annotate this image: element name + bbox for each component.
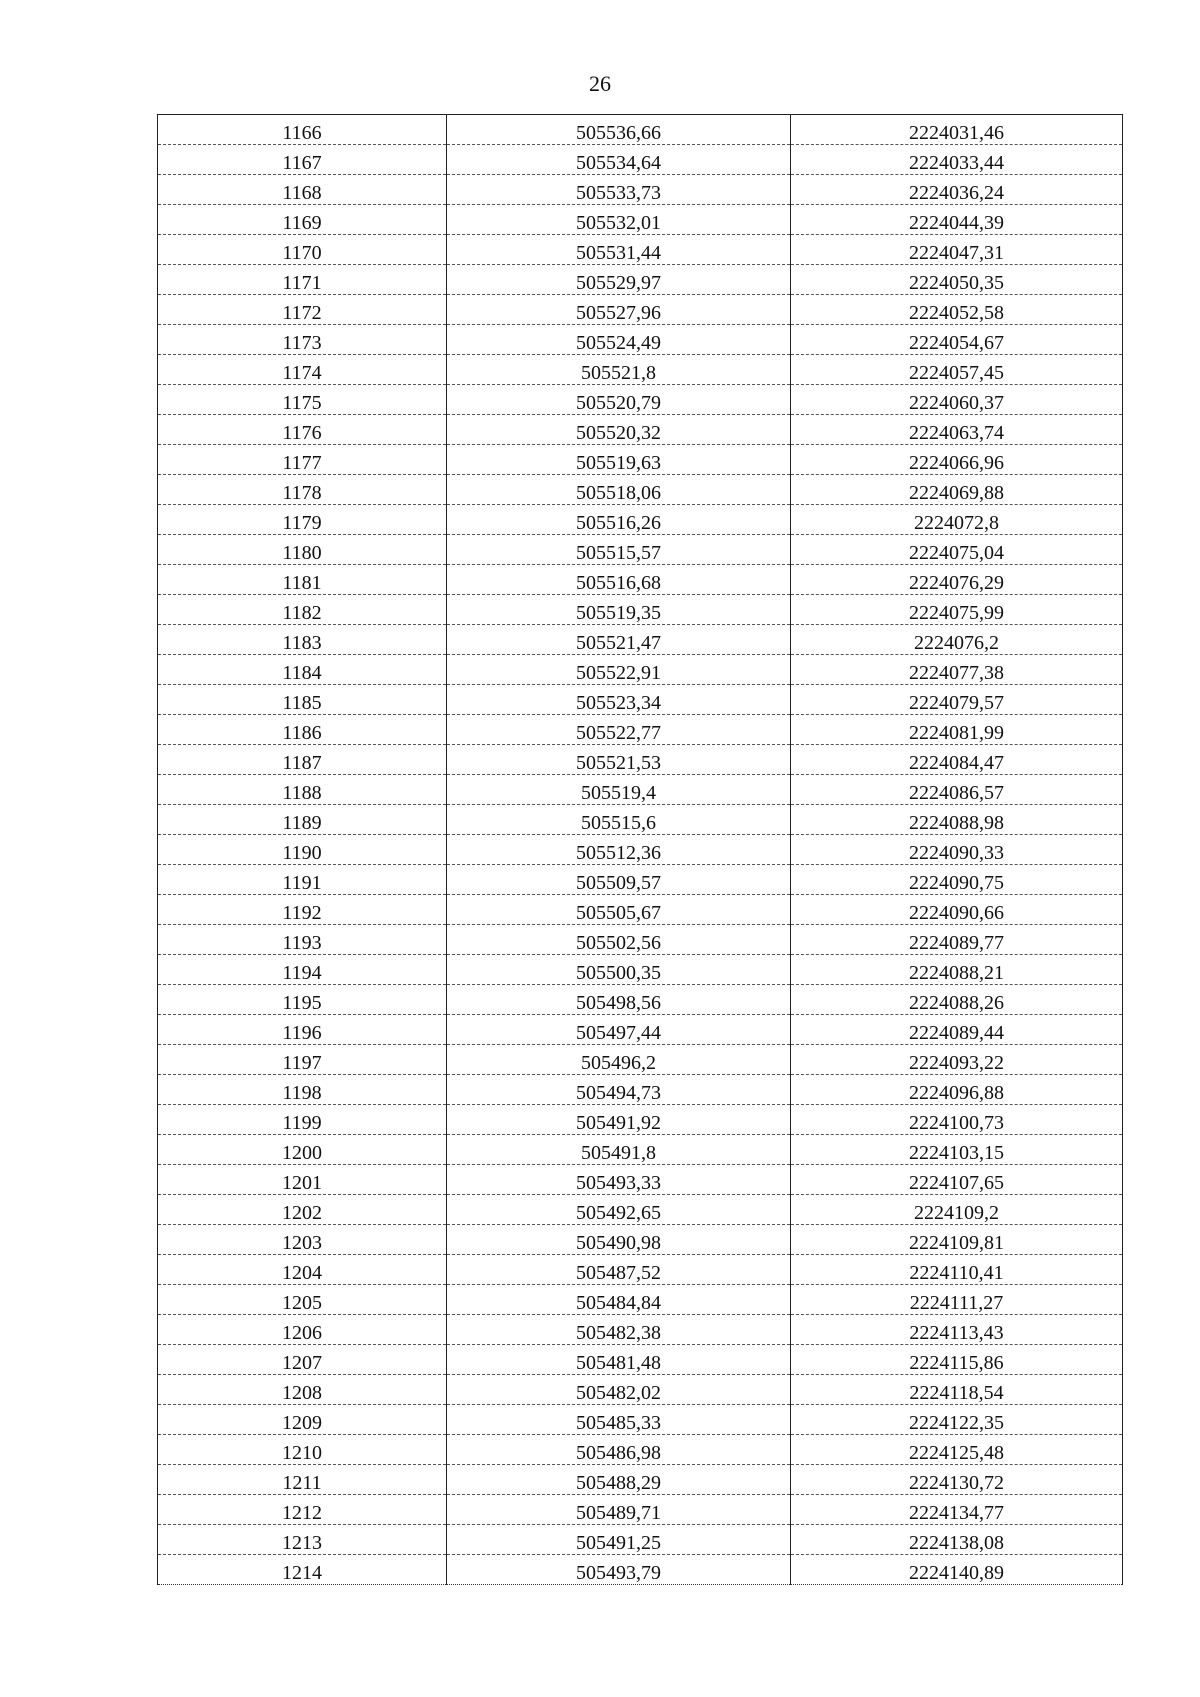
y-coordinate-cell: 2224138,08 [791,1525,1123,1555]
point-number-cell: 1169 [158,205,447,235]
x-coordinate-cell: 505481,48 [447,1345,791,1375]
table-row [158,1045,1123,1075]
y-coordinate-cell: 2224088,26 [791,985,1123,1015]
x-coordinate-cell: 505491,8 [447,1135,791,1165]
table-row [158,1165,1123,1195]
point-number-cell: 1175 [158,385,447,415]
y-coordinate-cell: 2224107,65 [791,1165,1123,1195]
y-coordinate-cell: 2224103,15 [791,1135,1123,1165]
x-coordinate-cell: 505532,01 [447,205,791,235]
x-coordinate-cell: 505522,77 [447,715,791,745]
table-row [158,145,1123,175]
point-number-cell: 1197 [158,1045,447,1075]
y-coordinate-cell: 2224100,73 [791,1105,1123,1135]
x-coordinate-cell: 505487,52 [447,1255,791,1285]
point-number-cell: 1170 [158,235,447,265]
point-number-cell: 1198 [158,1075,447,1105]
point-number-cell: 1194 [158,955,447,985]
table-row [158,805,1123,835]
x-coordinate-cell: 505520,79 [447,385,791,415]
x-coordinate-cell: 505518,06 [447,475,791,505]
y-coordinate-cell: 2224096,88 [791,1075,1123,1105]
table-row [158,625,1123,655]
table-row [158,1345,1123,1375]
x-coordinate-cell: 505482,02 [447,1375,791,1405]
table-row [158,235,1123,265]
x-coordinate-cell: 505486,98 [447,1435,791,1465]
y-coordinate-cell: 2224076,2 [791,625,1123,655]
x-coordinate-cell: 505523,34 [447,685,791,715]
x-coordinate-cell: 505493,79 [447,1555,791,1585]
y-coordinate-cell: 2224086,57 [791,775,1123,805]
point-number-cell: 1195 [158,985,447,1015]
point-number-cell: 1166 [158,115,447,145]
table-row [158,1525,1123,1555]
point-number-cell: 1182 [158,595,447,625]
y-coordinate-cell: 2224075,04 [791,535,1123,565]
x-coordinate-cell: 505512,36 [447,835,791,865]
table-row [158,325,1123,355]
point-number-cell: 1172 [158,295,447,325]
point-number-cell: 1191 [158,865,447,895]
x-coordinate-cell: 505534,64 [447,145,791,175]
point-number-cell: 1207 [158,1345,447,1375]
point-number-cell: 1178 [158,475,447,505]
table-row [158,685,1123,715]
table-row [158,865,1123,895]
y-coordinate-cell: 2224093,22 [791,1045,1123,1075]
y-coordinate-cell: 2224088,21 [791,955,1123,985]
coordinates-table [157,114,1123,1585]
point-number-cell: 1205 [158,1285,447,1315]
y-coordinate-cell: 2224072,8 [791,505,1123,535]
table-row [158,1075,1123,1105]
point-number-cell: 1209 [158,1405,447,1435]
point-number-cell: 1190 [158,835,447,865]
table-row [158,1405,1123,1435]
table-row [158,265,1123,295]
point-number-cell: 1186 [158,715,447,745]
table-row [158,115,1123,145]
point-number-cell: 1196 [158,1015,447,1045]
y-coordinate-cell: 2224060,37 [791,385,1123,415]
table-row [158,775,1123,805]
point-number-cell: 1167 [158,145,447,175]
table-row [158,1555,1123,1585]
x-coordinate-cell: 505491,25 [447,1525,791,1555]
y-coordinate-cell: 2224079,57 [791,685,1123,715]
x-coordinate-cell: 505498,56 [447,985,791,1015]
y-coordinate-cell: 2224089,77 [791,925,1123,955]
x-coordinate-cell: 505509,57 [447,865,791,895]
table-row [158,475,1123,505]
table-row [158,1195,1123,1225]
x-coordinate-cell: 505491,92 [447,1105,791,1135]
x-coordinate-cell: 505524,49 [447,325,791,355]
y-coordinate-cell: 2224069,88 [791,475,1123,505]
y-coordinate-cell: 2224134,77 [791,1495,1123,1525]
point-number-cell: 1192 [158,895,447,925]
point-number-cell: 1201 [158,1165,447,1195]
point-number-cell: 1212 [158,1495,447,1525]
point-number-cell: 1185 [158,685,447,715]
y-coordinate-cell: 2224111,27 [791,1285,1123,1315]
table-row [158,1495,1123,1525]
table-row [158,595,1123,625]
y-coordinate-cell: 2224075,99 [791,595,1123,625]
point-number-cell: 1181 [158,565,447,595]
table-row [158,1255,1123,1285]
table-row [158,655,1123,685]
y-coordinate-cell: 2224089,44 [791,1015,1123,1045]
point-number-cell: 1210 [158,1435,447,1465]
y-coordinate-cell: 2224054,67 [791,325,1123,355]
y-coordinate-cell: 2224109,2 [791,1195,1123,1225]
point-number-cell: 1173 [158,325,447,355]
table-row [158,295,1123,325]
table-row [158,715,1123,745]
x-coordinate-cell: 505505,67 [447,895,791,925]
table-row [158,895,1123,925]
table-row [158,1375,1123,1405]
table-row [158,385,1123,415]
y-coordinate-cell: 2224052,58 [791,295,1123,325]
x-coordinate-cell: 505521,8 [447,355,791,385]
table-row [158,1135,1123,1165]
point-number-cell: 1202 [158,1195,447,1225]
y-coordinate-cell: 2224090,66 [791,895,1123,925]
point-number-cell: 1206 [158,1315,447,1345]
x-coordinate-cell: 505529,97 [447,265,791,295]
x-coordinate-cell: 505521,53 [447,745,791,775]
table-row [158,985,1123,1015]
y-coordinate-cell: 2224063,74 [791,415,1123,445]
y-coordinate-cell: 2224125,48 [791,1435,1123,1465]
y-coordinate-cell: 2224084,47 [791,745,1123,775]
y-coordinate-cell: 2224130,72 [791,1465,1123,1495]
table-row [158,565,1123,595]
y-coordinate-cell: 2224031,46 [791,115,1123,145]
x-coordinate-cell: 505536,66 [447,115,791,145]
y-coordinate-cell: 2224115,86 [791,1345,1123,1375]
x-coordinate-cell: 505527,96 [447,295,791,325]
table-row [158,1435,1123,1465]
point-number-cell: 1179 [158,505,447,535]
x-coordinate-cell: 505519,35 [447,595,791,625]
point-number-cell: 1171 [158,265,447,295]
x-coordinate-cell: 505531,44 [447,235,791,265]
x-coordinate-cell: 505502,56 [447,925,791,955]
x-coordinate-cell: 505484,84 [447,1285,791,1315]
x-coordinate-cell: 505516,68 [447,565,791,595]
x-coordinate-cell: 505492,65 [447,1195,791,1225]
table-row [158,835,1123,865]
point-number-cell: 1204 [158,1255,447,1285]
point-number-cell: 1189 [158,805,447,835]
y-coordinate-cell: 2224140,89 [791,1555,1123,1585]
x-coordinate-cell: 505519,63 [447,445,791,475]
point-number-cell: 1187 [158,745,447,775]
x-coordinate-cell: 505494,73 [447,1075,791,1105]
table-row [158,505,1123,535]
point-number-cell: 1180 [158,535,447,565]
point-number-cell: 1174 [158,355,447,385]
x-coordinate-cell: 505522,91 [447,655,791,685]
x-coordinate-cell: 505485,33 [447,1405,791,1435]
table-row [158,745,1123,775]
x-coordinate-cell: 505489,71 [447,1495,791,1525]
table-row [158,925,1123,955]
y-coordinate-cell: 2224066,96 [791,445,1123,475]
x-coordinate-cell: 505516,26 [447,505,791,535]
point-number-cell: 1211 [158,1465,447,1495]
page-number: 26 [589,71,611,96]
table-row [158,205,1123,235]
table-row [158,535,1123,565]
y-coordinate-cell: 2224109,81 [791,1225,1123,1255]
y-coordinate-cell: 2224057,45 [791,355,1123,385]
x-coordinate-cell: 505520,32 [447,415,791,445]
y-coordinate-cell: 2224090,33 [791,835,1123,865]
table-row [158,355,1123,385]
point-number-cell: 1213 [158,1525,447,1555]
point-number-cell: 1214 [158,1555,447,1585]
table-row [158,1315,1123,1345]
point-number-cell: 1177 [158,445,447,475]
y-coordinate-cell: 2224047,31 [791,235,1123,265]
y-coordinate-cell: 2224050,35 [791,265,1123,295]
x-coordinate-cell: 505490,98 [447,1225,791,1255]
x-coordinate-cell: 505515,6 [447,805,791,835]
x-coordinate-cell: 505500,35 [447,955,791,985]
x-coordinate-cell: 505521,47 [447,625,791,655]
table-row [158,1015,1123,1045]
y-coordinate-cell: 2224088,98 [791,805,1123,835]
y-coordinate-cell: 2224044,39 [791,205,1123,235]
y-coordinate-cell: 2224090,75 [791,865,1123,895]
point-number-cell: 1199 [158,1105,447,1135]
table-row [158,175,1123,205]
point-number-cell: 1188 [158,775,447,805]
table-row [158,415,1123,445]
table-row [158,1285,1123,1315]
x-coordinate-cell: 505515,57 [447,535,791,565]
y-coordinate-cell: 2224118,54 [791,1375,1123,1405]
point-number-cell: 1193 [158,925,447,955]
table-row [158,445,1123,475]
x-coordinate-cell: 505488,29 [447,1465,791,1495]
table-row [158,1465,1123,1495]
x-coordinate-cell: 505497,44 [447,1015,791,1045]
y-coordinate-cell: 2224077,38 [791,655,1123,685]
point-number-cell: 1176 [158,415,447,445]
coordinates-table-body [158,115,1123,1585]
y-coordinate-cell: 2224113,43 [791,1315,1123,1345]
point-number-cell: 1183 [158,625,447,655]
x-coordinate-cell: 505519,4 [447,775,791,805]
x-coordinate-cell: 505493,33 [447,1165,791,1195]
y-coordinate-cell: 2224076,29 [791,565,1123,595]
x-coordinate-cell: 505496,2 [447,1045,791,1075]
x-coordinate-cell: 505482,38 [447,1315,791,1345]
point-number-cell: 1208 [158,1375,447,1405]
point-number-cell: 1168 [158,175,447,205]
table-row [158,1105,1123,1135]
point-number-cell: 1200 [158,1135,447,1165]
table-row [158,1225,1123,1255]
y-coordinate-cell: 2224036,24 [791,175,1123,205]
x-coordinate-cell: 505533,73 [447,175,791,205]
y-coordinate-cell: 2224081,99 [791,715,1123,745]
table-row [158,955,1123,985]
y-coordinate-cell: 2224110,41 [791,1255,1123,1285]
point-number-cell: 1184 [158,655,447,685]
y-coordinate-cell: 2224122,35 [791,1405,1123,1435]
y-coordinate-cell: 2224033,44 [791,145,1123,175]
point-number-cell: 1203 [158,1225,447,1255]
